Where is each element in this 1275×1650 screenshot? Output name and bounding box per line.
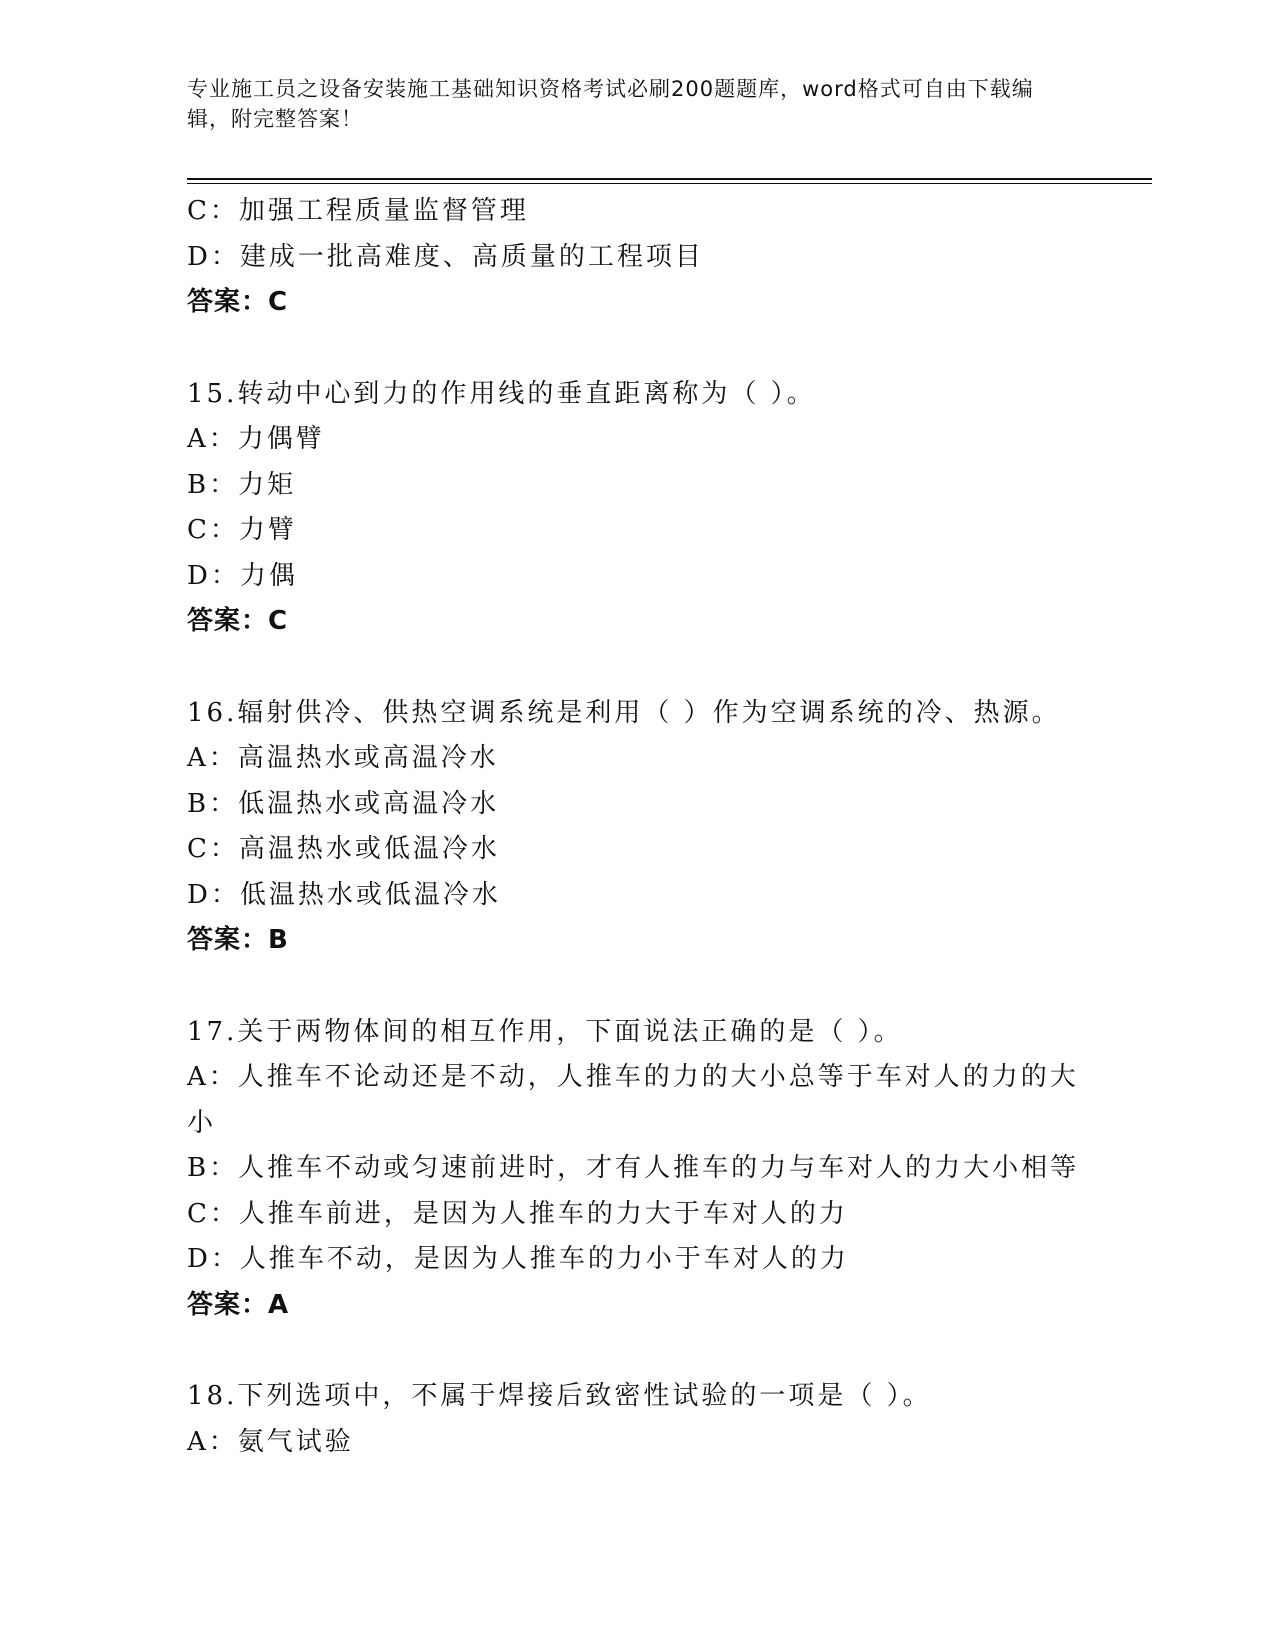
option-a: A：氨气试验 [187,1426,354,1457]
option-d: D：建成一批高难度、高质量的工程项目 [187,241,704,272]
option-b: B：力矩 [187,469,297,500]
option-d: D：力偶 [187,560,298,591]
answer-line: 答案：C [187,287,289,317]
question-stem: 15.转动中心到力的作用线的垂直距离称为（ ）。 [187,378,816,409]
option-c: C：高温热水或低温冷水 [187,834,500,864]
option-d: D：人推车不动，是因为人推车的力小于车对人的力 [187,1244,849,1274]
spacer [187,964,1087,1010]
spacer [187,326,1087,372]
option-d: D：低温热水或低温冷水 [187,879,501,910]
option-a: A：力偶臂 [187,424,325,454]
header-rule-thick [187,178,1152,180]
option-b: B：低温热水或高温冷水 [187,788,500,819]
header-text: 专业施工员之设备安装施工基础知识资格考试必刷200题题库，word格式可自由下载编辑，附完整答案！ [187,77,1034,131]
option-c: C：力臂 [187,515,297,545]
answer-line: 答案：B [187,925,289,955]
question-stem: 18.下列选项中，不属于焊接后致密性试验的一项是（ ）。 [187,1381,932,1411]
option-a: A：高温热水或高温冷水 [187,743,499,773]
question-stem: 17.关于两物体间的相互作用，下面说法正确的是（ ）。 [187,1016,903,1047]
option-b: B：人推车不动或匀速前进时，才有人推车的力与车对人的力大小相等 [187,1153,1080,1183]
question-list [187,189,1087,1465]
answer-line: 答案：A [187,1289,290,1320]
question-stem: 16.辐射供冷、供热空调系统是利用（ ）作为空调系统的冷、热源。 [187,697,1061,728]
spacer [187,645,1087,691]
spacer [187,1328,1087,1374]
document-header [187,74,1067,134]
option-c: C：人推车前进，是因为人推车的力大于车对人的力 [187,1198,848,1229]
option-c: C：加强工程质量监督管理 [187,196,529,226]
header-rule-thin [187,183,1152,184]
option-a: A：人推车不论动还是不动，人推车的力的大小总等于车对人的力的大小 [187,1062,1079,1138]
answer-line: 答案：C [187,606,289,636]
